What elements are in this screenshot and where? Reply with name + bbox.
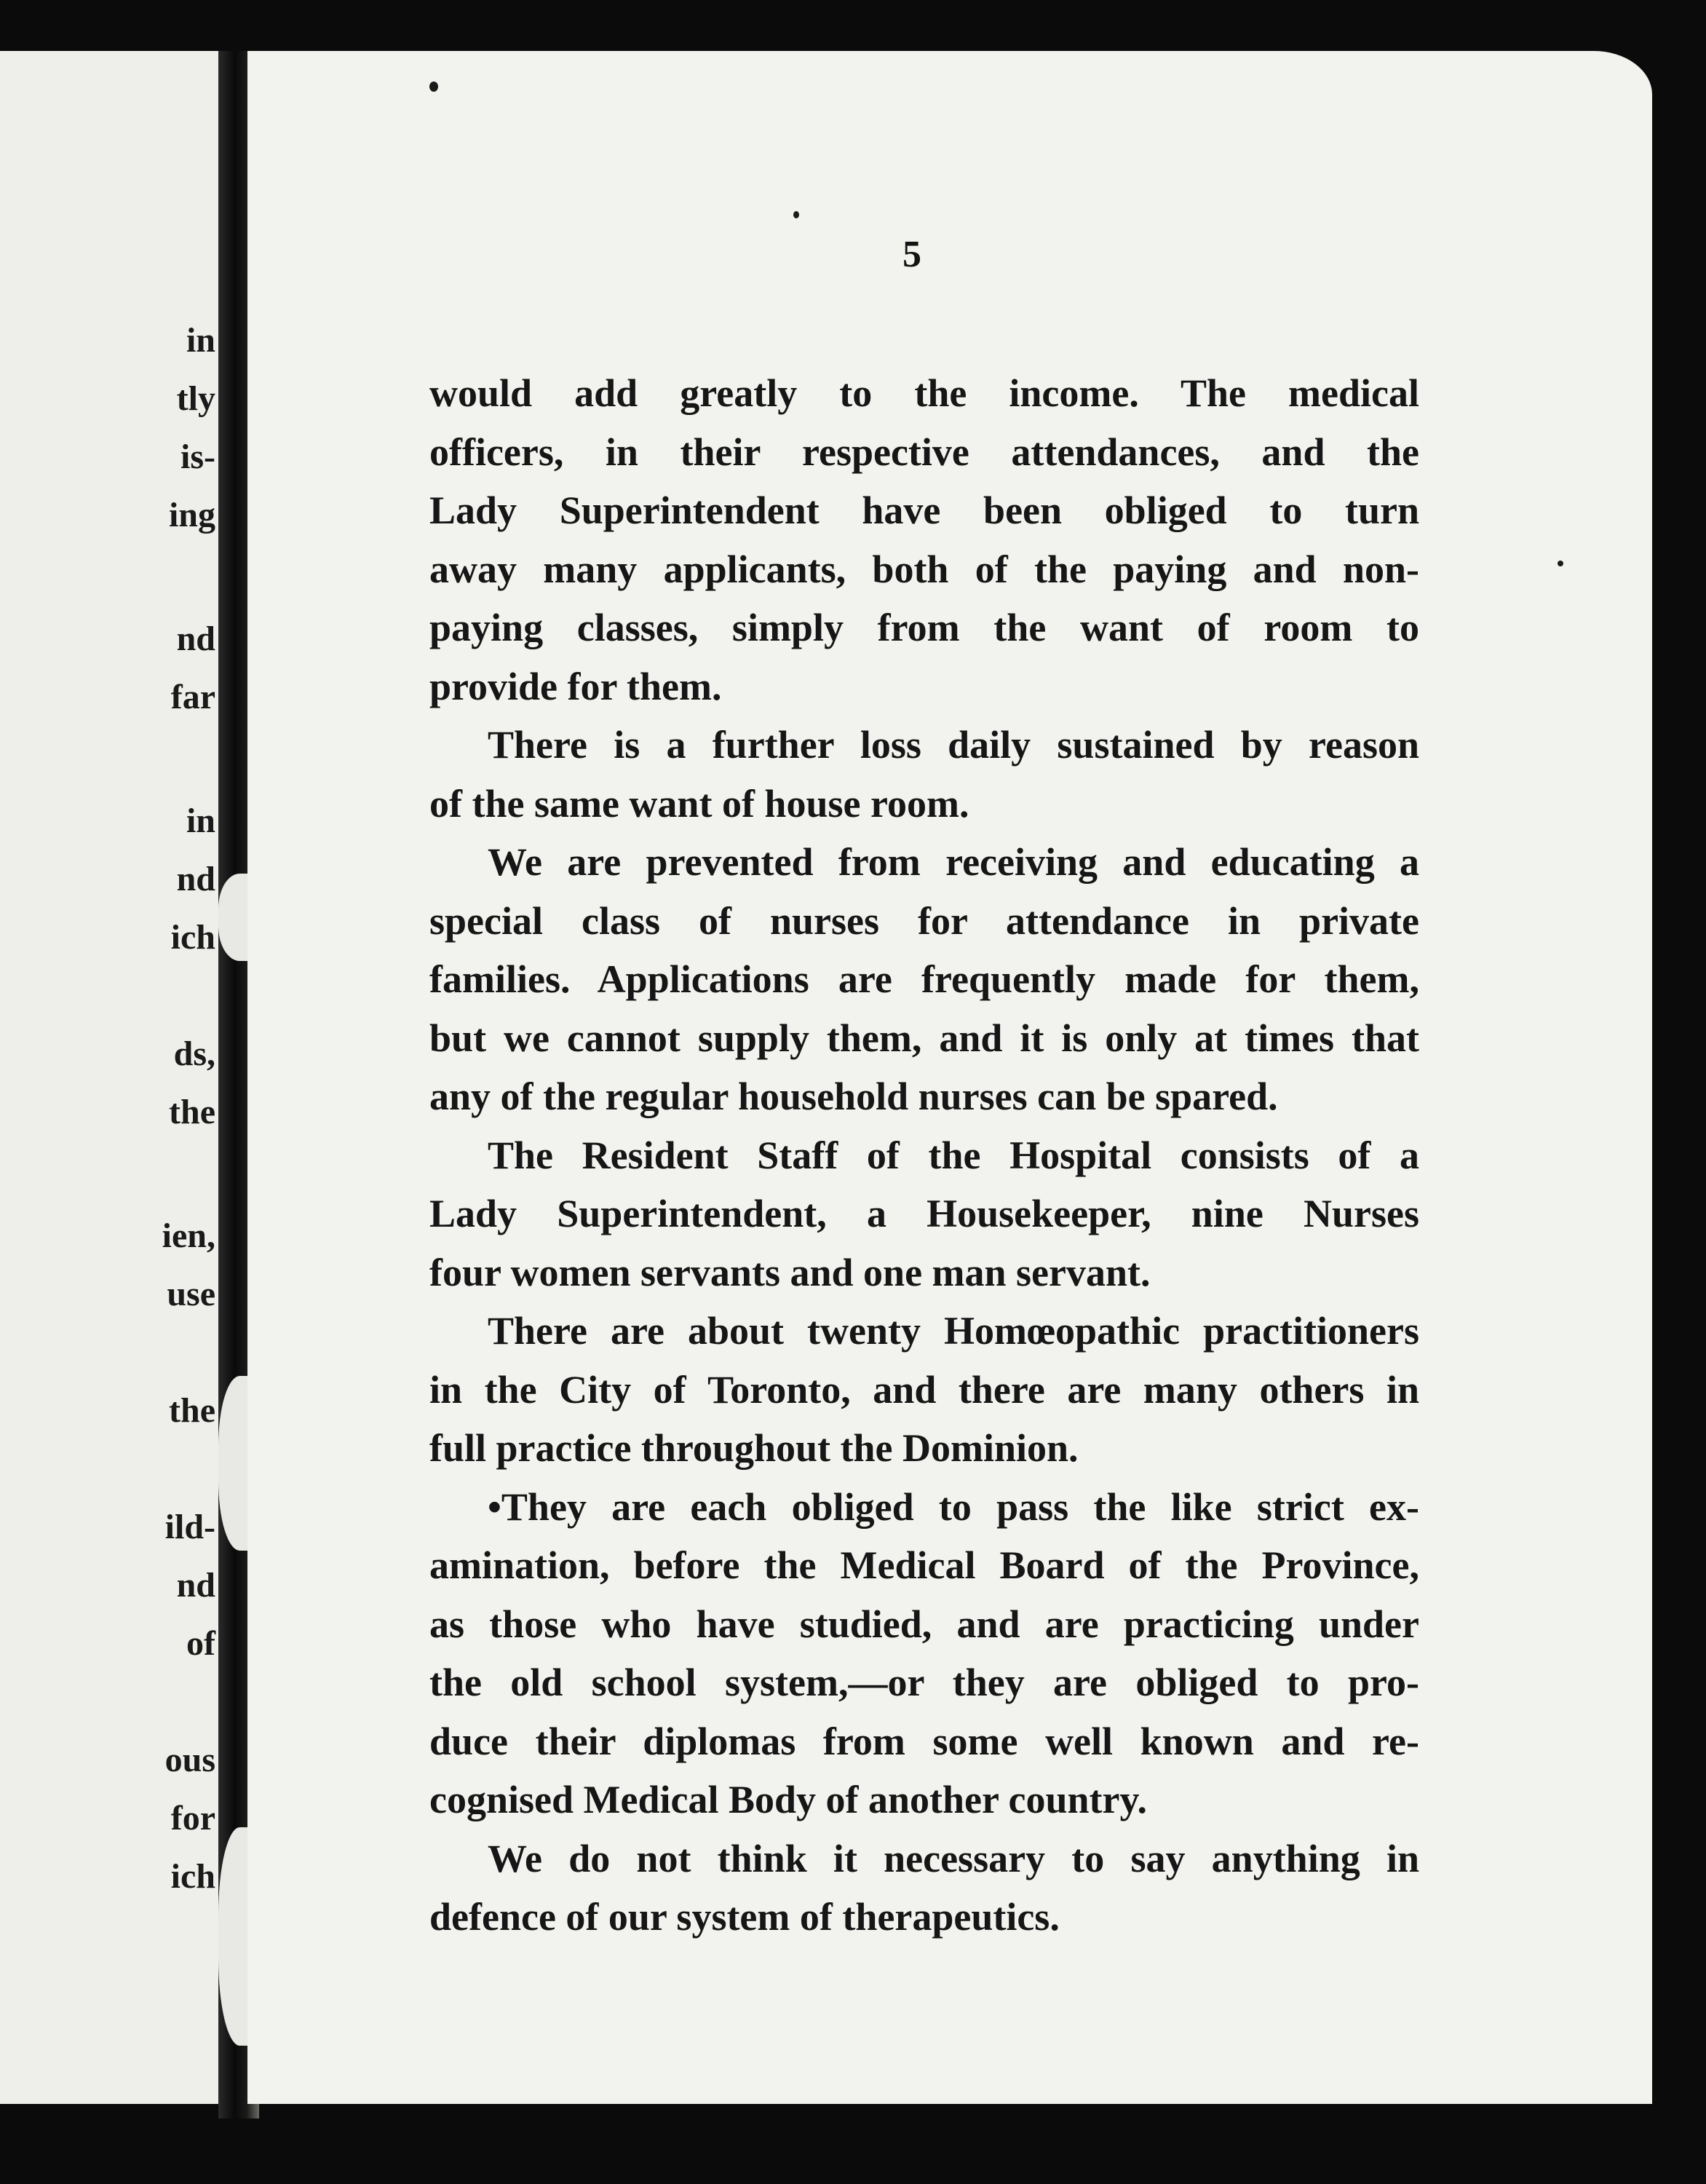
text-line: We are prevented from receiving and educating a (488, 840, 1419, 884)
left-page-fragment: ich (170, 918, 215, 957)
page-number: 5 (902, 234, 921, 275)
left-page-fragment: tly (176, 379, 215, 418)
text-line: The Resident Staff of the Hospital consists of a (488, 1133, 1419, 1177)
left-page-fragment: nd (176, 620, 215, 658)
left-page-fragment: ich (170, 1857, 215, 1896)
text-line: the old school system,—or they are obliged to pro- (429, 1661, 1419, 1704)
left-page-edge (0, 51, 226, 2104)
left-page-fragment: nd (176, 1566, 215, 1605)
left-page-fragment: of (186, 1624, 215, 1663)
text-line: four women servants and one man servant. (429, 1250, 1151, 1294)
text-line: We do not think it necessary to say anything in (488, 1836, 1419, 1880)
left-page-fragment: ds, (173, 1034, 215, 1073)
left-page-fragment: in (186, 321, 215, 360)
text-line: defence of our system of therapeutics. (429, 1895, 1060, 1939)
left-page-fragment: far (170, 678, 215, 716)
right-page (247, 51, 1652, 2104)
text-line: •They are each obliged to pass the like strict ex- (488, 1484, 1419, 1529)
page-body-text (429, 364, 1419, 1947)
text-line: Lady Superintendent, a Housekeeper, nine Nurses (429, 1192, 1419, 1235)
text-line: There are about twenty Homœopathic practitioners (488, 1309, 1419, 1353)
left-page-fragment: ing (168, 496, 215, 534)
left-page-fragment: for (170, 1799, 215, 1837)
left-page-fragment: the (169, 1391, 215, 1430)
text-line: as those who have studied, and are practicing under (429, 1602, 1419, 1646)
left-page-fragment: nd (176, 860, 215, 898)
text-line: duce their diplomas from some well known and re- (429, 1719, 1419, 1763)
text-line: families. Applications are frequently made for them, (429, 957, 1419, 1001)
left-page-fragment: the (169, 1093, 215, 1131)
text-line: in the City of Toronto, and there are many others in (429, 1367, 1419, 1412)
text-line: There is a further loss daily sustained by reason (488, 723, 1419, 767)
text-line: provide for them. (429, 664, 722, 708)
text-line: paying classes, simply from the want of room to (429, 606, 1419, 649)
text-line: would add greatly to the income. The medical (429, 371, 1419, 415)
text-line: any of the regular household nurses can be spared. (429, 1075, 1278, 1118)
text-line: Lady Superintendent have been obliged to turn (429, 488, 1419, 532)
left-page-fragment: use (167, 1275, 215, 1313)
left-page-fragment: is- (180, 438, 215, 476)
text-line: amination, before the Medical Board of the Province, (429, 1543, 1419, 1587)
text-line: special class of nurses for attendance in private (429, 898, 1419, 943)
left-page-fragment: ien, (162, 1216, 215, 1255)
left-page-fragment: ous (164, 1741, 215, 1779)
text-line: cognised Medical Body of another country. (429, 1778, 1148, 1821)
text-line: officers, in their respective attendances, and the (429, 430, 1419, 474)
text-line: away many applicants, both of the paying and non- (429, 547, 1419, 591)
left-page-fragment: in (186, 802, 215, 840)
left-page-fragment: ild- (164, 1508, 215, 1546)
text-line: full practice throughout the Dominion. (429, 1426, 1079, 1470)
text-line: of the same want of house room. (429, 781, 969, 826)
text-line: but we cannot supply them, and it is only at times that (429, 1016, 1419, 1060)
left-page-text-fragments (146, 51, 226, 2104)
